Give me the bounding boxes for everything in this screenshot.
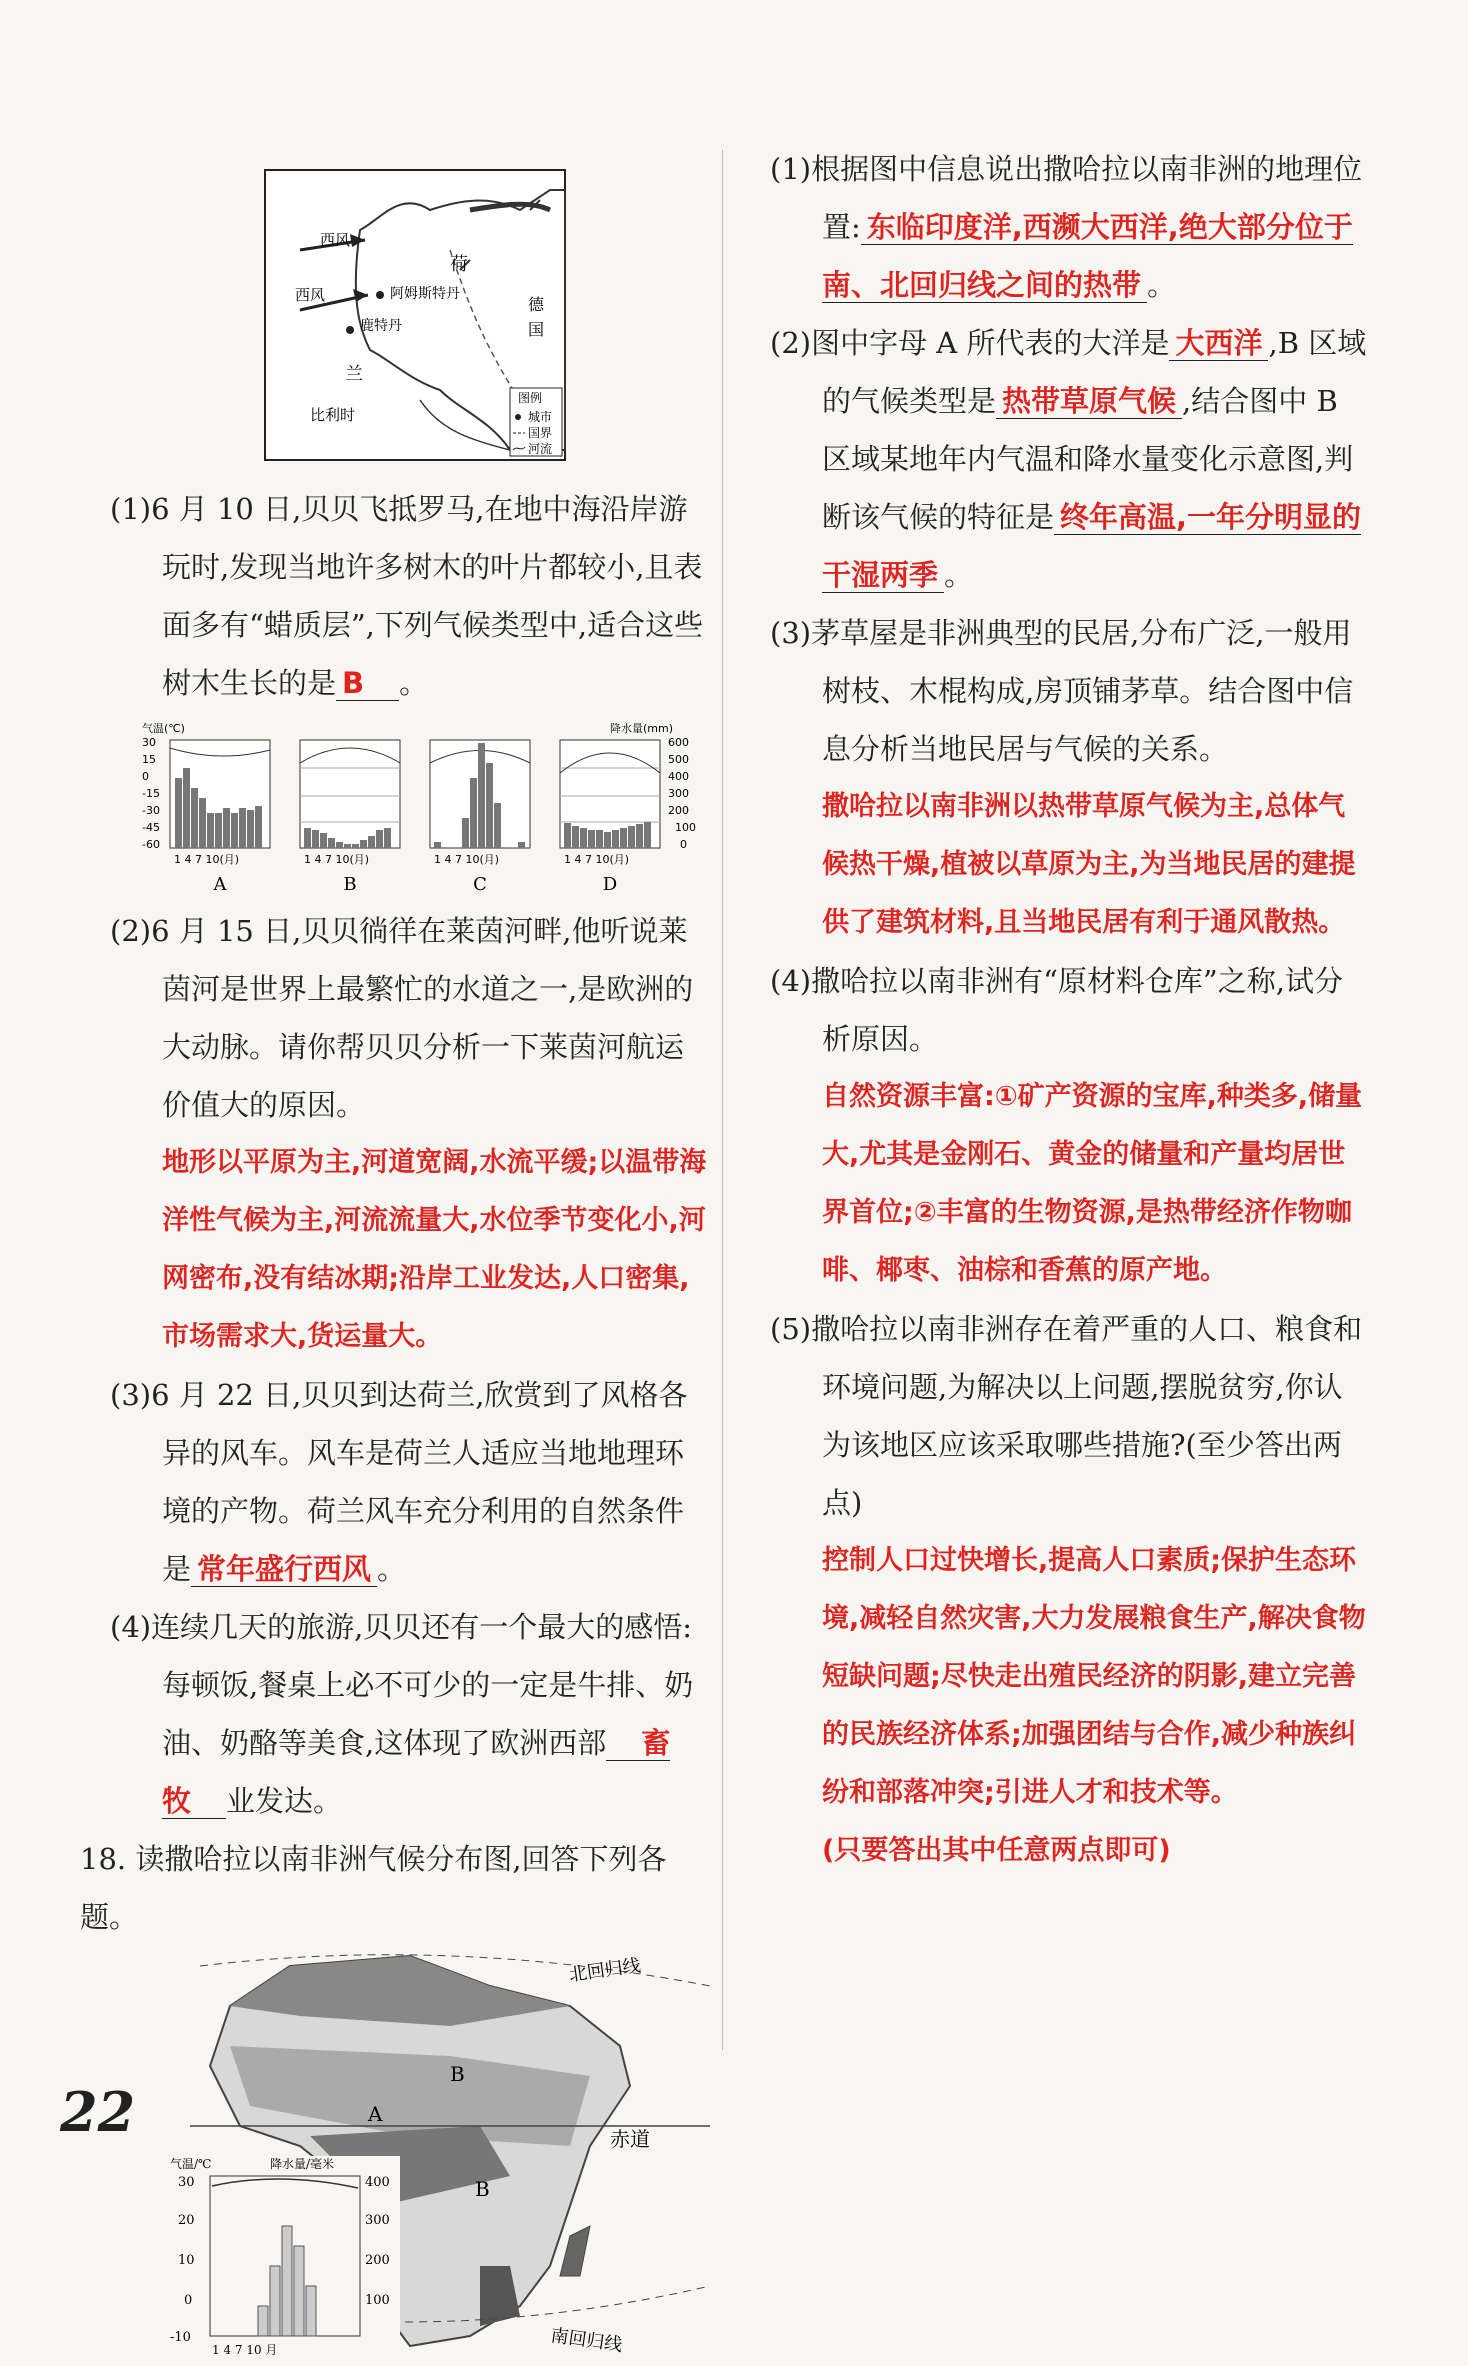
right-question-2-answer-a: 大西洋 <box>1175 326 1263 360</box>
right-question-3-answer: 撒哈拉以南非洲以热带草原气候为主,总体气候热干燥,植被以草原为主,为当地民居的建提供了建筑材料,且当地民居有利于通风散热。 <box>822 791 1356 938</box>
chart-letter-b: B <box>343 874 357 895</box>
right-question-4-answer: 自然资源丰富:①矿产资源的宝库,种类多,储量大,尤其是金刚石、黄金的储量和产量均居世界首位;②丰富的生物资源,是热带经济作物咖啡、椰枣、油棕和香蕉的原产地。 <box>822 1081 1363 1286</box>
left-column <box>80 150 710 2366</box>
svg-text:0: 0 <box>680 838 687 851</box>
precip-axis-label: 降水量(mm) <box>610 722 674 735</box>
right-question-2-text-a: (2)图中字母 A 所代表的大洋是 <box>770 326 1170 360</box>
inset-climate-chart <box>170 2156 400 2357</box>
label-region-b2: B <box>475 2177 490 2201</box>
map-label-amsterdam: 阿姆斯特丹 <box>390 286 460 302</box>
svg-text:500: 500 <box>668 753 689 766</box>
svg-text:400: 400 <box>668 770 689 783</box>
svg-text:-30: -30 <box>142 804 160 817</box>
svg-text:0: 0 <box>142 770 149 783</box>
svg-text:600: 600 <box>668 736 689 749</box>
svg-text:1 4 7 10(月): 1 4 7 10(月) <box>174 853 240 866</box>
svg-text:300: 300 <box>365 2213 390 2228</box>
legend-border: 国界 <box>528 426 553 440</box>
climate-chart-b <box>300 740 400 895</box>
column-divider <box>722 150 723 2050</box>
question-3-answer: 常年盛行西风 <box>197 1552 372 1586</box>
inset-months: 1 4 7 10 月 <box>212 2343 278 2357</box>
precip-ticks <box>668 736 696 851</box>
africa-climate-map <box>150 1946 750 2366</box>
chart-letter-a: A <box>213 874 227 895</box>
svg-text:100: 100 <box>365 2293 390 2308</box>
right-question-2-text-b: ,B 区域的气候类型是 <box>822 326 1367 418</box>
right-column <box>770 140 1370 1880</box>
chart-letter-c: C <box>473 874 487 895</box>
svg-text:-60: -60 <box>142 838 160 851</box>
question-1: (1)6 月 10 日,贝贝飞抵罗马,在地中海沿岸游玩时,发现当地许多树木的叶片都较小,且表面多有“蜡质层”,下列气候类型中,适合这些树木生长的是 B 。 <box>110 492 704 700</box>
right-question-1-text: (1)根据图中信息说出撒哈拉以南非洲的地理位置: <box>770 152 1363 244</box>
question-4-answer: 畜牧 <box>162 1726 671 1818</box>
label-tropic-north: 北回归线 <box>567 1955 642 1986</box>
svg-text:-15: -15 <box>142 787 160 800</box>
svg-text:200: 200 <box>365 2253 390 2268</box>
question-1-answer: B <box>342 666 365 700</box>
svg-text:1 4 7 10(月): 1 4 7 10(月) <box>434 853 500 866</box>
right-question-5-note: (只要答出其中任意两点即可) <box>822 1835 1171 1866</box>
right-question-2: (2)图中字母 A 所代表的大洋是 大西洋 ,B 区域的气候类型是 热带草原气候 ,结合图中 B 区域某地年内气温和降水量变化示意图,判断该气候的特征是 终年高温,一年分明显的干湿两季 。 <box>770 326 1367 592</box>
question-1-text: (1)6 月 10 日,贝贝飞抵罗马,在地中海沿岸游玩时,发现当地许多树木的叶片都较小,且表面多有“蜡质层”,下列气候类型中,适合这些树木生长的是 <box>110 492 704 700</box>
svg-text:200: 200 <box>668 804 689 817</box>
svg-text:400: 400 <box>365 2175 390 2190</box>
svg-text:20: 20 <box>178 2213 195 2228</box>
svg-text:1 4 7 10(月): 1 4 7 10(月) <box>304 853 370 866</box>
right-question-2-answer-b: 热带草原气候 <box>1002 384 1177 418</box>
map-label-belgium: 比利时 <box>310 406 356 424</box>
question-4-text: (4)连续几天的旅游,贝贝还有一个最大的感悟:每顿饭,餐桌上必不可少的一定是牛排、奶油、奶酪等美食,这体现了欧洲西部 <box>110 1610 694 1760</box>
map-label-netherlands-2: 兰 <box>345 364 363 385</box>
question-4-suffix: 业发达。 <box>226 1784 343 1818</box>
right-question-5: (5)撒哈拉以南非洲存在着严重的人口、粮食和环境问题,为解决以上问题,摆脱贫穷,你认为该地区应该采取哪些措施?(至少答出两点) <box>770 1312 1363 1520</box>
climate-chart-c <box>430 740 530 895</box>
svg-text:0: 0 <box>184 2293 193 2308</box>
question-2: (2)6 月 15 日,贝贝徜徉在莱茵河畔,他听说莱茵河是世界上最繁忙的水道之一,是欧洲的大动脉。请你帮贝贝分析一下莱茵河航运价值大的原因。 <box>110 914 694 1122</box>
map-label-germany-1: 德 <box>528 295 545 314</box>
question-3-text: (3)6 月 22 日,贝贝到达荷兰,欣赏到了风格各异的风车。风车是荷兰人适应当地地理环境的产物。荷兰风车充分利用的自然条件是 <box>110 1378 688 1586</box>
temp-axis-label: 气温(℃) <box>142 722 185 735</box>
inset-temp-label: 气温/℃ <box>170 2157 212 2171</box>
climate-chart-a <box>170 740 270 895</box>
label-region-a: A <box>368 2102 383 2126</box>
svg-text:10: 10 <box>178 2253 195 2268</box>
svg-text:-10: -10 <box>170 2330 191 2345</box>
map-label-west-wind-1: 西风 <box>320 231 351 249</box>
right-question-5-answer: 控制人口过快增长,提高人口素质;保护生态环境,减轻自然灾害,大力发展粮食生产,解决食物短缺问题;尽快走出殖民经济的阴影,建立完善的民族经济体系;加强团结与合作,减少种族纠纷和部落冲突;引进人才和技术等。 <box>822 1545 1366 1808</box>
label-equator: 赤道 <box>610 2127 650 2151</box>
map-label-rotterdam: 鹿特丹 <box>360 318 402 334</box>
page-number: 22 <box>60 2080 136 2144</box>
question-4 <box>110 1598 710 1830</box>
right-question-1: (1)根据图中信息说出撒哈拉以南非洲的地理位置: 东临印度洋,西濒大西洋,绝大部分位于南、北回归线之间的热带 。 <box>770 152 1363 302</box>
right-question-3: (3)茅草屋是非洲典型的民居,分布广泛,一般用树枝、木棍构成,房顶铺茅草。结合图中信息分析当地民居与气候的关系。 <box>770 616 1354 766</box>
legend-river: 河流 <box>528 442 553 456</box>
legend-title: 图例 <box>518 391 543 405</box>
right-question-4: (4)撒哈拉以南非洲有“原材料仓库”之称,试分析原因。 <box>770 964 1343 1056</box>
svg-text:-45: -45 <box>142 821 160 834</box>
climate-chart-d <box>560 740 660 895</box>
svg-text:300: 300 <box>668 787 689 800</box>
temp-ticks <box>142 736 160 851</box>
legend-city: 城市 <box>528 410 553 424</box>
map-label-west-wind-2: 西风 <box>295 286 326 304</box>
label-tropic-south: 南回归线 <box>549 2325 624 2356</box>
svg-text:15: 15 <box>142 753 156 766</box>
question-18-stem: 18. 读撒哈拉以南非洲气候分布图,回答下列各题。 <box>80 1842 667 1934</box>
label-region-b1: B <box>450 2062 465 2086</box>
question-2-answer: 地形以平原为主,河道宽阔,水流平缓;以温带海洋性气候为主,河流流量大,水位季节变化小,河网密布,没有结冰期;沿岸工业发达,人口密集,市场需求大,货运量大。 <box>162 1147 707 1352</box>
svg-text:30: 30 <box>142 736 156 749</box>
svg-text:100: 100 <box>675 821 696 834</box>
netherlands-map <box>110 150 710 470</box>
inset-precip-label: 降水量/毫米 <box>270 2157 335 2171</box>
chart-letter-d: D <box>602 874 618 895</box>
right-question-1-answer: 东临印度洋,西濒大西洋,绝大部分位于南、北回归线之间的热带 <box>822 210 1353 302</box>
right-question-2-answer-c: 终年高温,一年分明显的干湿两季 <box>822 500 1362 592</box>
right-question-2-text-c: ,结合图中 B 区域某地年内气温和降水量变化示意图,判断该气候的特征是 <box>822 384 1354 534</box>
map-label-netherlands-1: 荷 <box>450 254 468 275</box>
svg-text:30: 30 <box>178 2175 195 2190</box>
svg-text:1 4 7 10(月): 1 4 7 10(月) <box>564 853 630 866</box>
map-label-germany-2: 国 <box>528 320 545 339</box>
question-3: (3)6 月 22 日,贝贝到达荷兰,欣赏到了风格各异的风车。风车是荷兰人适应当地地理环境的产物。荷兰风车充分利用的自然条件是 常年盛行西风 。 <box>110 1378 688 1586</box>
climate-charts <box>140 718 740 898</box>
